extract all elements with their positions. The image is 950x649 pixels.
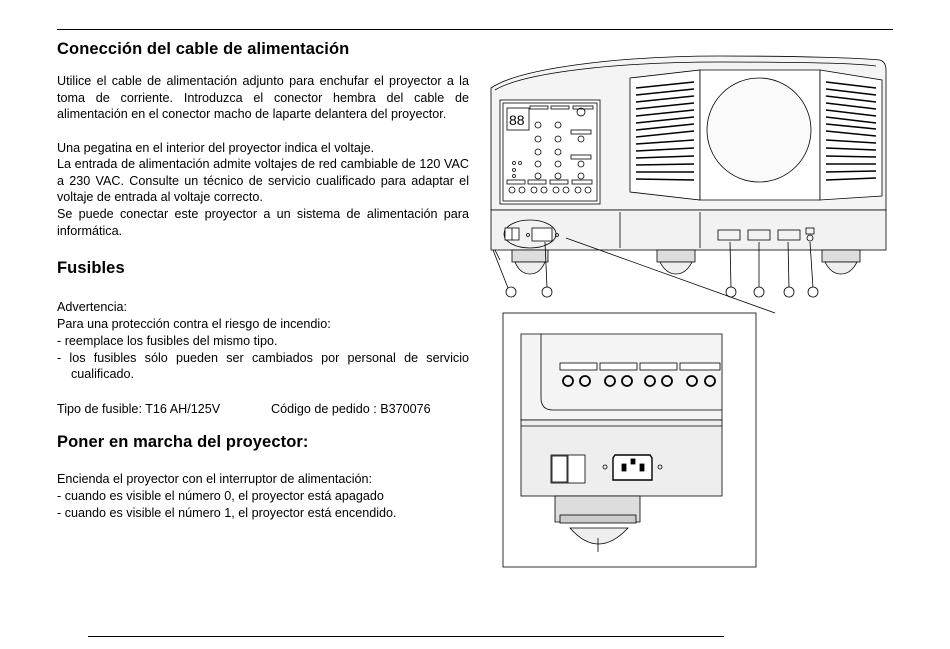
power-inlet-detail xyxy=(503,313,756,567)
heading-startup: Poner en marcha del proyector: xyxy=(57,433,309,451)
top-rule xyxy=(57,29,893,30)
fuse-bullet-1: - reemplace los fusibles del mismo tipo. xyxy=(57,334,278,348)
startup-bullet-1: - cuando es visible el número 0, el proyector está apagado xyxy=(57,489,384,503)
fuse-bullet-2-cont: cualificado. xyxy=(71,367,135,381)
warning-label: Advertencia: xyxy=(57,300,128,314)
startup-intro: Encienda el proyector con el interruptor de alimentación: xyxy=(57,472,373,486)
warning-intro: Para una protección contra el riesgo de incendio: xyxy=(57,317,331,331)
startup-bullet-2: - cuando es visible el número 1, el proyector está encendido. xyxy=(57,506,397,520)
voltage-sticker-text: Una pegatina en el interior del proyector indica el voltaje. xyxy=(57,141,375,155)
it-power-text: Se puede conectar este proyector a un sistema de alimentación para informática. xyxy=(57,207,469,238)
order-code: Código de pedido : B370076 xyxy=(271,402,431,416)
projector-illustration xyxy=(485,50,895,570)
power-cable-paragraph: Utilice el cable de alimentación adjunto para enchufar el proyector a la toma de corriente. Introduzca el conector hembra del cable de alimentación en el conector macho de laparte delantera del proyector. xyxy=(57,74,469,122)
fuse-type: Tipo de fusible: T16 AH/125V xyxy=(57,402,221,416)
bottom-rule xyxy=(88,636,724,637)
svg-text:88: 88 xyxy=(509,112,525,128)
projector-front-view xyxy=(491,56,886,313)
heading-fuses: Fusibles xyxy=(57,259,125,277)
voltage-range-text: La entrada de alimentación admite voltajes de red cambiable de 120 VAC a 230 VAC. Consulte un técnico de servicio cualificado para adaptar el voltaje de entrada al voltaje correcto. xyxy=(57,157,469,205)
heading-power-cable: Conección del cable de alimentación xyxy=(57,40,350,58)
fuse-bullet-2: - los fusibles sólo pueden ser cambiados por personal de servicio xyxy=(57,351,469,365)
